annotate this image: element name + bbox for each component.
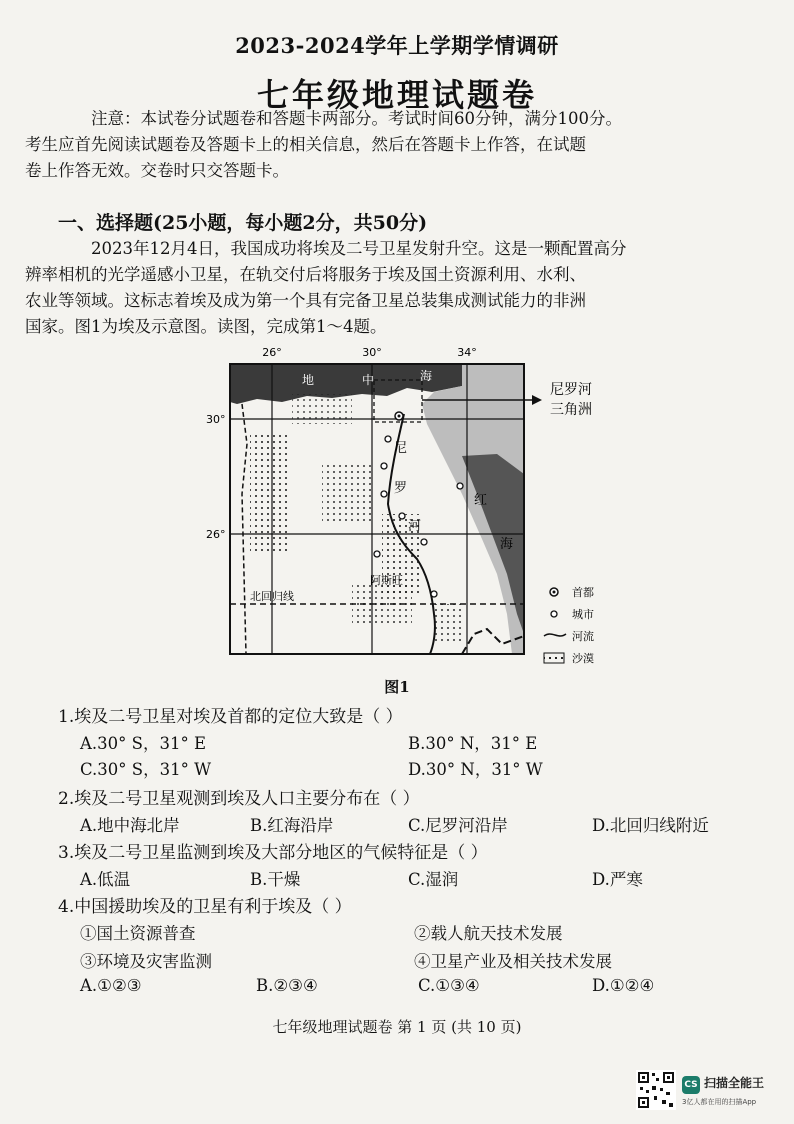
option: B.30° N，31° E <box>408 734 538 753</box>
callout-label: 尼罗河 <box>550 382 592 398</box>
option: D.严寒 <box>592 870 643 889</box>
intro-line: 辨率相机的光学遥感小卫星，在轨交付后将服务于埃及国土资源利用、水利、 <box>25 265 586 284</box>
option: C.30° S，31° W <box>80 760 212 779</box>
intro-block <box>25 236 748 340</box>
option: A.地中海北岸 <box>80 816 180 835</box>
lat-label: 26° <box>206 528 226 541</box>
legend-city: 城市 <box>572 608 594 621</box>
question-stem: 3.埃及二号卫星监测到埃及大部分地区的气候特征是（ ） <box>58 843 488 863</box>
notice-block <box>25 106 748 184</box>
scanner-watermark <box>636 1068 786 1112</box>
sea-label: 地 <box>302 373 315 387</box>
notice-line: 卷上作答无效。交卷时只交答题卡。 <box>25 161 289 180</box>
option: C.湿润 <box>408 870 459 889</box>
lon-label: 30° <box>362 346 382 359</box>
intro-line: 国家。图1为埃及示意图。读图，完成第1～4题。 <box>25 317 387 336</box>
option: C.①③④ <box>418 976 480 995</box>
page-footer: 七年级地理试题卷 第 1 页 (共 10 页) <box>272 1018 522 1036</box>
lon-label: 34° <box>457 346 477 359</box>
intro-line: 2023年12月4日，我国成功将埃及二号卫星发射升空。这是一颗配置高分 <box>91 239 627 258</box>
exam-title: 七年级地理试题卷 <box>256 76 537 114</box>
tropic-label: 北回归线 <box>250 590 294 603</box>
egypt-map <box>206 344 632 674</box>
river-label: 河 <box>408 519 422 534</box>
figure-caption: 图1 <box>384 678 410 696</box>
legend-capital: 首都 <box>572 586 594 599</box>
statement-item: ①国土资源普查 <box>80 924 196 943</box>
intro-line: 农业等领域。这标志着埃及成为第一个具有完备卫星总装集成测试能力的非洲 <box>25 291 586 310</box>
river-label: 尼 <box>394 441 408 456</box>
option: A.①②③ <box>80 976 142 995</box>
scanner-logo-icon: CS <box>682 1076 700 1094</box>
scanner-name: 扫描全能王 <box>704 1076 765 1090</box>
option: A.30° S，31° E <box>80 734 206 753</box>
question-stem: 2.埃及二号卫星观测到埃及人口主要分布在（ ） <box>58 789 420 809</box>
option: D.30° N，31° W <box>408 760 543 779</box>
statement-item: ③环境及灾害监测 <box>80 952 212 971</box>
option: B.②③④ <box>256 976 318 995</box>
qr-code-icon <box>636 1070 676 1110</box>
sea-label: 海 <box>420 369 433 383</box>
option: C.尼罗河沿岸 <box>408 816 508 835</box>
option: B.红海沿岸 <box>250 816 334 835</box>
lat-label: 30° <box>206 413 226 426</box>
river-label: 罗 <box>394 481 408 496</box>
city-label: 阿斯旺 <box>370 574 403 587</box>
sea-label: 海 <box>500 537 514 552</box>
callout-label: 三角洲 <box>550 402 592 418</box>
option: D.北回归线附近 <box>592 816 709 835</box>
lon-label: 26° <box>262 346 282 359</box>
question-stem: 4.中国援助埃及的卫星有利于埃及（ ） <box>58 897 352 917</box>
option: B.干燥 <box>250 870 301 889</box>
sea-label: 红 <box>474 493 488 508</box>
notice-line: 注意：本试卷分试题卷和答题卡两部分。考试时间60分钟，满分100分。 <box>91 109 622 128</box>
option: A.低温 <box>80 870 131 889</box>
statement-item: ④卫星产业及相关技术发展 <box>414 952 612 971</box>
question-stem: 1.埃及二号卫星对埃及首都的定位大致是（ ） <box>58 707 403 727</box>
exam-subtitle: 2023-2024学年上学期学情调研 <box>235 33 559 58</box>
statement-item: ②载人航天技术发展 <box>414 924 563 943</box>
notice-line: 考生应首先阅读试题卷及答题卡上的相关信息，然后在答题卡上作答，在试题 <box>25 135 586 154</box>
section-title: 一、选择题(25小题，每小题2分，共50分) <box>58 212 428 234</box>
option: D.①②④ <box>592 976 655 995</box>
scanner-tagline: 3亿人都在用的扫描App <box>682 1098 757 1106</box>
legend-desert: 沙漠 <box>572 652 594 665</box>
legend-river: 河流 <box>572 630 594 643</box>
sea-label: 中 <box>362 373 375 387</box>
